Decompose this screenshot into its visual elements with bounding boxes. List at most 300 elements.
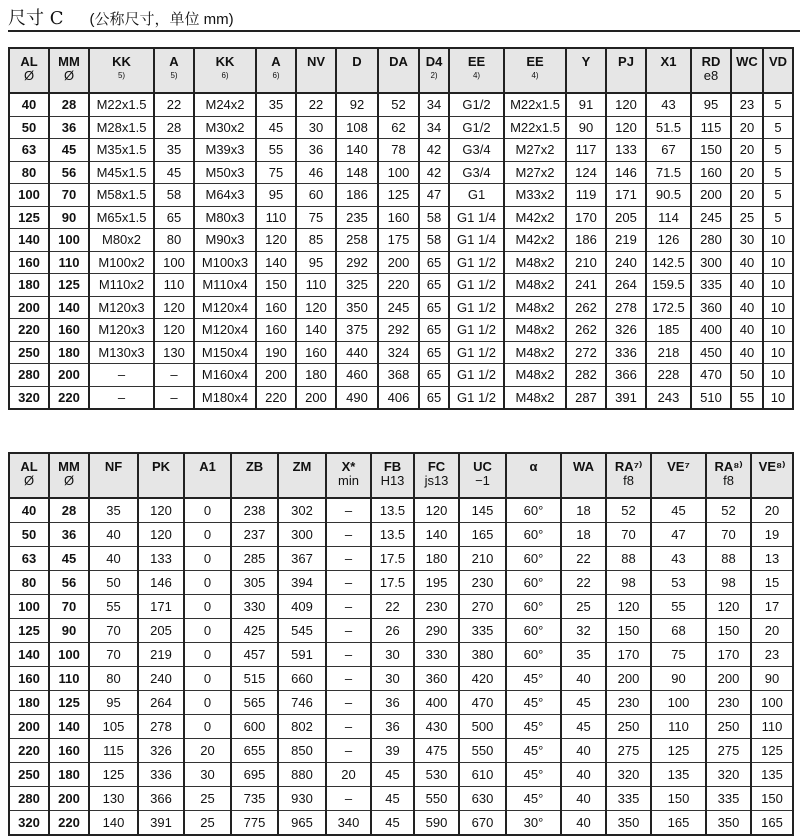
table-cell: 100: [49, 643, 89, 667]
table-cell: 120: [138, 498, 184, 523]
table-cell: 186: [336, 184, 378, 207]
table-cell: 65: [154, 206, 194, 229]
table-cell: 120: [414, 498, 459, 523]
table-cell: 140: [256, 251, 296, 274]
table-cell: 130: [154, 341, 194, 364]
table-cell: 130: [89, 787, 138, 811]
table-cell: 264: [606, 274, 646, 297]
table-cell: 5: [763, 184, 793, 207]
table-cell: 565: [231, 691, 278, 715]
table-cell: 160: [49, 739, 89, 763]
title-divider: [8, 30, 800, 32]
table-cell: 65: [419, 251, 449, 274]
header-label: PJ: [618, 54, 634, 69]
table-cell: 200: [49, 787, 89, 811]
table-cell: 0: [184, 691, 231, 715]
table-cell: 5: [763, 161, 793, 184]
header-label: EE: [526, 54, 544, 69]
header-label: KK: [112, 54, 131, 69]
table-cell: 65: [419, 386, 449, 409]
table-cell: 80: [9, 161, 49, 184]
table-cell: 115: [89, 739, 138, 763]
table-cell: 67: [646, 139, 691, 162]
table-cell: 60°: [506, 619, 561, 643]
table-cell: 125: [9, 206, 49, 229]
table-cell: 60°: [506, 523, 561, 547]
table-cell: M22x1.5: [504, 93, 566, 116]
table-cell: 58: [419, 206, 449, 229]
header-sublabel: Ø: [63, 68, 75, 83]
column-header: [506, 453, 561, 498]
table-cell: 285: [231, 547, 278, 571]
table-cell: 330: [231, 595, 278, 619]
table-row: [9, 571, 793, 595]
table-cell: 13.5: [371, 498, 414, 523]
table-cell: 290: [414, 619, 459, 643]
table-row: [9, 139, 793, 162]
table-cell: 175: [378, 229, 419, 252]
table-cell: 40: [731, 274, 763, 297]
table-cell: 45: [651, 498, 706, 523]
table-cell: 60: [296, 184, 336, 207]
column-header: [154, 48, 194, 93]
header-label: VD: [768, 54, 788, 69]
table-cell: 490: [336, 386, 378, 409]
column-header: [691, 48, 731, 93]
column-header: [256, 48, 296, 93]
table-cell: M27x2: [504, 161, 566, 184]
table-cell: 135: [651, 763, 706, 787]
table-cell: 45: [49, 547, 89, 571]
table-cell: 70: [89, 619, 138, 643]
table-cell: 590: [414, 811, 459, 836]
table-cell: M22x1.5: [504, 116, 566, 139]
table-cell: M130x3: [89, 341, 154, 364]
table-cell: 125: [89, 763, 138, 787]
table-cell: 160: [296, 341, 336, 364]
table-cell: 62: [378, 116, 419, 139]
table-cell: 238: [231, 498, 278, 523]
column-header: [326, 453, 371, 498]
table-cell: 219: [606, 229, 646, 252]
table-cell: 25: [731, 206, 763, 229]
table-cell: 170: [566, 206, 606, 229]
table-cell: 140: [9, 229, 49, 252]
table-cell: 120: [296, 296, 336, 319]
table-cell: 150: [606, 619, 651, 643]
table-cell: 120: [138, 523, 184, 547]
table-cell: 245: [691, 206, 731, 229]
table-cell: 366: [606, 364, 646, 387]
table-cell: 425: [231, 619, 278, 643]
table-cell: 200: [9, 296, 49, 319]
table-cell: 230: [706, 691, 751, 715]
table-cell: 108: [336, 116, 378, 139]
header-label: FB: [383, 459, 402, 474]
header-label: A1: [199, 459, 216, 474]
table-cell: 100: [751, 691, 793, 715]
table-cell: 140: [9, 643, 49, 667]
table-cell: 50: [9, 116, 49, 139]
table-cell: 52: [606, 498, 651, 523]
table-cell: 165: [651, 811, 706, 836]
table-cell: 10: [763, 319, 793, 342]
table-cell: 65: [419, 274, 449, 297]
table-row: [9, 811, 793, 836]
table-cell: 148: [336, 161, 378, 184]
table-cell: 160: [378, 206, 419, 229]
table-cell: 40: [561, 739, 606, 763]
table-cell: 510: [691, 386, 731, 409]
table-cell: 391: [138, 811, 184, 836]
table-cell: 17: [751, 595, 793, 619]
table-cell: M100x2: [89, 251, 154, 274]
table-cell: 90: [49, 619, 89, 643]
table-cell: 430: [414, 715, 459, 739]
table-cell: 406: [378, 386, 419, 409]
table-cell: 515: [231, 667, 278, 691]
header-sublabel: −1: [475, 473, 490, 488]
table-cell: 100: [154, 251, 194, 274]
table-cell: –: [326, 595, 371, 619]
table-cell: 46: [296, 161, 336, 184]
column-header: [459, 453, 506, 498]
header-row: [9, 48, 793, 93]
table-row: [9, 667, 793, 691]
table-cell: 171: [606, 184, 646, 207]
column-header: [751, 453, 793, 498]
table-cell: 300: [278, 523, 326, 547]
table-cell: M48x2: [504, 296, 566, 319]
header-label: RA⁸⁾: [714, 459, 743, 474]
table-cell: M80x2: [89, 229, 154, 252]
table-cell: 324: [378, 341, 419, 364]
table-cell: 125: [378, 184, 419, 207]
table-cell: 746: [278, 691, 326, 715]
table-cell: –: [326, 523, 371, 547]
table-cell: M48x2: [504, 251, 566, 274]
table-cell: 70: [706, 523, 751, 547]
table-cell: 119: [566, 184, 606, 207]
table-cell: M150x4: [194, 341, 256, 364]
table-cell: 140: [296, 319, 336, 342]
table-row: [9, 715, 793, 739]
table-cell: 292: [378, 319, 419, 342]
table-cell: 124: [566, 161, 606, 184]
table-cell: –: [326, 547, 371, 571]
table-cell: 19: [751, 523, 793, 547]
table-cell: 220: [256, 386, 296, 409]
column-header: [231, 453, 278, 498]
table-cell: 120: [606, 93, 646, 116]
table-cell: 58: [419, 229, 449, 252]
table-cell: 70: [89, 643, 138, 667]
table-cell: 100: [9, 595, 49, 619]
table-cell: 180: [9, 274, 49, 297]
header-sublabel: 2): [430, 71, 438, 80]
header-label: VE⁸⁾: [758, 459, 786, 474]
table-cell: 30: [731, 229, 763, 252]
table-cell: 40: [561, 763, 606, 787]
table-cell: 45: [256, 116, 296, 139]
table-cell: 470: [691, 364, 731, 387]
table-cell: 10: [763, 386, 793, 409]
header-sublabel: e8: [703, 68, 719, 83]
table-cell: 325: [336, 274, 378, 297]
table-cell: 35: [256, 93, 296, 116]
table-cell: 25: [184, 811, 231, 836]
table-cell: 335: [691, 274, 731, 297]
table-cell: 70: [49, 184, 89, 207]
table-cell: 36: [49, 523, 89, 547]
table-cell: 0: [184, 523, 231, 547]
table-cell: 45: [154, 161, 194, 184]
table-cell: M39x3: [194, 139, 256, 162]
column-header: [566, 48, 606, 93]
header-label: AL: [20, 459, 38, 474]
table-cell: 23: [731, 93, 763, 116]
table-cell: 200: [606, 667, 651, 691]
table-cell: 180: [49, 341, 89, 364]
header-sublabel: 6): [272, 71, 280, 80]
table-cell: 591: [278, 643, 326, 667]
table-cell: 205: [606, 206, 646, 229]
table-cell: 55: [256, 139, 296, 162]
table-cell: –: [326, 643, 371, 667]
header-label: NV: [306, 54, 326, 69]
table-cell: 43: [646, 93, 691, 116]
table-cell: 125: [9, 619, 49, 643]
table-cell: 115: [691, 116, 731, 139]
table-cell: 95: [256, 184, 296, 207]
table-cell: 135: [751, 763, 793, 787]
table-cell: 55: [731, 386, 763, 409]
table-cell: 258: [336, 229, 378, 252]
table-cell: 22: [154, 93, 194, 116]
header-label: X*: [341, 459, 356, 474]
table-cell: 200: [9, 715, 49, 739]
table-cell: M48x2: [504, 319, 566, 342]
header-label: α: [529, 459, 538, 474]
table-cell: 23: [751, 643, 793, 667]
table-cell: 275: [606, 739, 651, 763]
table-cell: 42: [419, 139, 449, 162]
table-cell: 409: [278, 595, 326, 619]
table-cell: 320: [9, 386, 49, 409]
table-cell: 22: [561, 547, 606, 571]
table-cell: 92: [336, 93, 378, 116]
table-cell: 336: [606, 341, 646, 364]
table-cell: G1 1/2: [449, 274, 504, 297]
table-cell: 75: [651, 643, 706, 667]
column-header: [49, 453, 89, 498]
table-cell: 0: [184, 547, 231, 571]
table-cell: 98: [706, 571, 751, 595]
header-label: KK: [215, 54, 235, 69]
header-label: AL: [20, 54, 38, 69]
table-cell: 457: [231, 643, 278, 667]
table-cell: 30: [184, 763, 231, 787]
table-cell: 120: [154, 296, 194, 319]
table-cell: M90x3: [194, 229, 256, 252]
column-header: [184, 453, 231, 498]
column-header: [336, 48, 378, 93]
column-header: [138, 453, 184, 498]
table-cell: 241: [566, 274, 606, 297]
table-cell: 165: [751, 811, 793, 836]
header-label: WA: [573, 459, 594, 474]
table-cell: 150: [651, 787, 706, 811]
table-cell: 125: [49, 274, 89, 297]
column-header: [419, 48, 449, 93]
table-cell: M120x3: [89, 319, 154, 342]
table-cell: 802: [278, 715, 326, 739]
table-cell: M80x3: [194, 206, 256, 229]
table-cell: 302: [278, 498, 326, 523]
table-cell: 235: [336, 206, 378, 229]
column-header: [731, 48, 763, 93]
header-label: DA: [389, 54, 408, 69]
table-cell: 105: [89, 715, 138, 739]
table-cell: 45°: [506, 667, 561, 691]
table-row: [9, 547, 793, 571]
table-cell: 95: [89, 691, 138, 715]
table-cell: 10: [763, 251, 793, 274]
table-cell: 10: [763, 274, 793, 297]
table-cell: 350: [606, 811, 651, 836]
table-cell: 330: [414, 643, 459, 667]
table-row: [9, 206, 793, 229]
table-cell: 71.5: [646, 161, 691, 184]
table-cell: 20: [326, 763, 371, 787]
table-row: [9, 691, 793, 715]
dimension-table-2: [8, 452, 794, 836]
table-cell: 326: [606, 319, 646, 342]
title-text: 尺寸 C: [8, 8, 64, 29]
table-cell: 63: [9, 547, 49, 571]
table-cell: 45: [561, 691, 606, 715]
table-cell: 220: [49, 386, 89, 409]
table-cell: 125: [651, 739, 706, 763]
table-cell: 90: [49, 206, 89, 229]
table-cell: 45: [561, 715, 606, 739]
table-row: [9, 341, 793, 364]
table-row: [9, 274, 793, 297]
header-label: A: [169, 54, 179, 69]
page-title: [8, 4, 234, 30]
table-cell: 262: [566, 296, 606, 319]
table-row: [9, 643, 793, 667]
table-cell: 40: [561, 667, 606, 691]
table-cell: 530: [414, 763, 459, 787]
table-cell: 40: [731, 341, 763, 364]
table-cell: 85: [296, 229, 336, 252]
table-cell: 220: [378, 274, 419, 297]
table-cell: 630: [459, 787, 506, 811]
table-cell: 400: [691, 319, 731, 342]
table-cell: 695: [231, 763, 278, 787]
table-cell: 660: [278, 667, 326, 691]
table-cell: 160: [256, 296, 296, 319]
table-cell: 45: [371, 811, 414, 836]
table-cell: 56: [49, 161, 89, 184]
table-cell: 80: [9, 571, 49, 595]
table-cell: 70: [606, 523, 651, 547]
table-cell: 140: [414, 523, 459, 547]
table-cell: 40: [89, 547, 138, 571]
table-cell: 126: [646, 229, 691, 252]
table-cell: 550: [414, 787, 459, 811]
table-cell: 43: [651, 547, 706, 571]
table-cell: 40: [9, 93, 49, 116]
table-cell: 40: [89, 523, 138, 547]
dimension-table-1: [8, 47, 794, 410]
table-cell: 20: [731, 161, 763, 184]
table-cell: 65: [419, 341, 449, 364]
table-cell: 110: [651, 715, 706, 739]
header-label: MM: [58, 459, 80, 474]
column-header: [296, 48, 336, 93]
table-cell: 75: [296, 206, 336, 229]
table-row: [9, 763, 793, 787]
table-cell: 159.5: [646, 274, 691, 297]
table-cell: 10: [763, 296, 793, 319]
table-cell: 47: [419, 184, 449, 207]
table-cell: G1 1/2: [449, 319, 504, 342]
table-cell: 850: [278, 739, 326, 763]
table-cell: 350: [336, 296, 378, 319]
table-cell: M120x4: [194, 319, 256, 342]
table-cell: 50: [89, 571, 138, 595]
table-cell: 110: [256, 206, 296, 229]
table-cell: 930: [278, 787, 326, 811]
table-cell: 262: [566, 319, 606, 342]
header-label: RA⁷⁾: [614, 459, 643, 474]
table-cell: 140: [49, 715, 89, 739]
table-cell: 13.5: [371, 523, 414, 547]
table-cell: 270: [459, 595, 506, 619]
table-cell: 5: [763, 93, 793, 116]
table-cell: 210: [566, 251, 606, 274]
table-cell: 880: [278, 763, 326, 787]
table-cell: 275: [706, 739, 751, 763]
table-cell: 56: [49, 571, 89, 595]
table-cell: 380: [459, 643, 506, 667]
table-cell: 326: [138, 739, 184, 763]
table-cell: 150: [691, 139, 731, 162]
table-cell: 775: [231, 811, 278, 836]
table-row: [9, 319, 793, 342]
table-cell: 190: [256, 341, 296, 364]
table-cell: 45°: [506, 691, 561, 715]
table-cell: 366: [138, 787, 184, 811]
table-cell: 53: [651, 571, 706, 595]
table-cell: 335: [606, 787, 651, 811]
table-cell: 10: [763, 229, 793, 252]
table-cell: 45°: [506, 787, 561, 811]
table-cell: 391: [606, 386, 646, 409]
header-label: VE⁷: [667, 459, 690, 474]
table-cell: 264: [138, 691, 184, 715]
header-label: ZM: [292, 459, 312, 474]
table-cell: 320: [606, 763, 651, 787]
table-cell: 10: [763, 364, 793, 387]
table-cell: 220: [49, 811, 89, 836]
table-row: [9, 386, 793, 409]
table-row: [9, 498, 793, 523]
table-cell: 80: [89, 667, 138, 691]
table-cell: 120: [154, 319, 194, 342]
